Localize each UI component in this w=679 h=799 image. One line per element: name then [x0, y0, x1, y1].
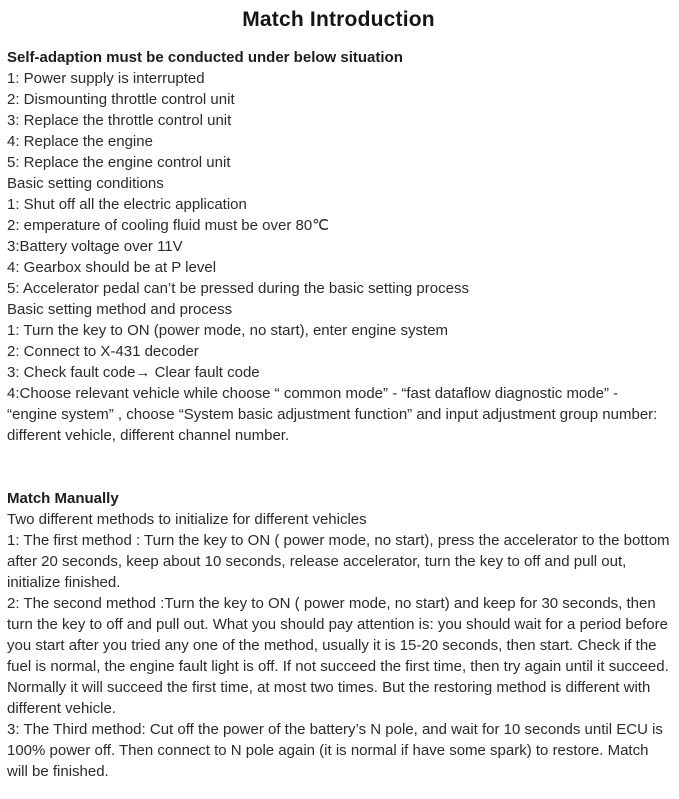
- text-paragraph: 1: The first method : Turn the key to ON ( power mode, no start), press the accelerator to the bottom after 20 seconds, keep about 10 seconds, release accelerator, turn the key to off and pull out, initialize finished.: [7, 532, 670, 591]
- section-gap: [7, 446, 670, 488]
- text-line: 3:Battery voltage over 11V: [7, 238, 183, 255]
- text-line: 2: Connect to X-431 decoder: [7, 343, 199, 360]
- text-paragraph: 4:Choose relevant vehicle while choose “ common mode” - “fast dataflow diagnostic mode” - “engine system” , choose “System basic adjustment function” and input adjustment group number: different vehicle, different channel number.: [7, 385, 658, 444]
- text-line: 4: Replace the engine: [7, 133, 153, 150]
- text-line: Two different methods to initialize for different vehicles: [7, 511, 367, 528]
- text-line: 1: Shut off all the electric application: [7, 196, 247, 213]
- text-line: 1: Turn the key to ON (power mode, no start), enter engine system: [7, 322, 449, 339]
- subheading-basic-setting-method: Basic setting method and process: [7, 301, 233, 318]
- text-line: 5: Accelerator pedal can’t be pressed during the basic setting process: [7, 280, 469, 297]
- text-line: 2: emperature of cooling fluid must be over 80℃: [7, 217, 330, 234]
- section-heading-match-manually: Match Manually: [7, 490, 119, 507]
- section-match-manually: [7, 488, 670, 782]
- text-line: 3: Replace the throttle control unit: [7, 112, 232, 129]
- text-line: 5: Replace the engine control unit: [7, 154, 231, 171]
- text-paragraph: 2: The second method :Turn the key to ON ( power mode, no start) and keep for 30 seconds, then turn the key to off and pull out. What you should pay attention is: you should wait for a period before you start after you tried any one of the method, usually it is 15-20 seconds, then start. Check if the fuel is normal, the engine fault light is off. If not succeed the first time, then try again until it succeed. Normally it will succeed the first time, at most two times. But the restoring method is different with different vehicle.: [7, 595, 669, 717]
- subheading-basic-setting-conditions: Basic setting conditions: [7, 175, 164, 192]
- text-line: 1: Power supply is interrupted: [7, 70, 205, 87]
- text-line: 2: Dismounting throttle control unit: [7, 91, 235, 108]
- section-heading-self-adaption: Self-adaption must be conducted under below situation: [7, 49, 403, 66]
- text-paragraph: 3: The Third method: Cut off the power of the battery’s N pole, and wait for 10 seconds until ECU is 100% power off. Then connect to N pole again (it is normal if have some spark) to restore. Match will be finished.: [7, 721, 663, 780]
- page-title: Match Introduction: [242, 8, 435, 31]
- text-line: 4: Gearbox should be at P level: [7, 259, 217, 276]
- text-line: 3: Check fault code→ Clear fault code: [7, 364, 260, 381]
- section-self-adaption: [7, 47, 670, 446]
